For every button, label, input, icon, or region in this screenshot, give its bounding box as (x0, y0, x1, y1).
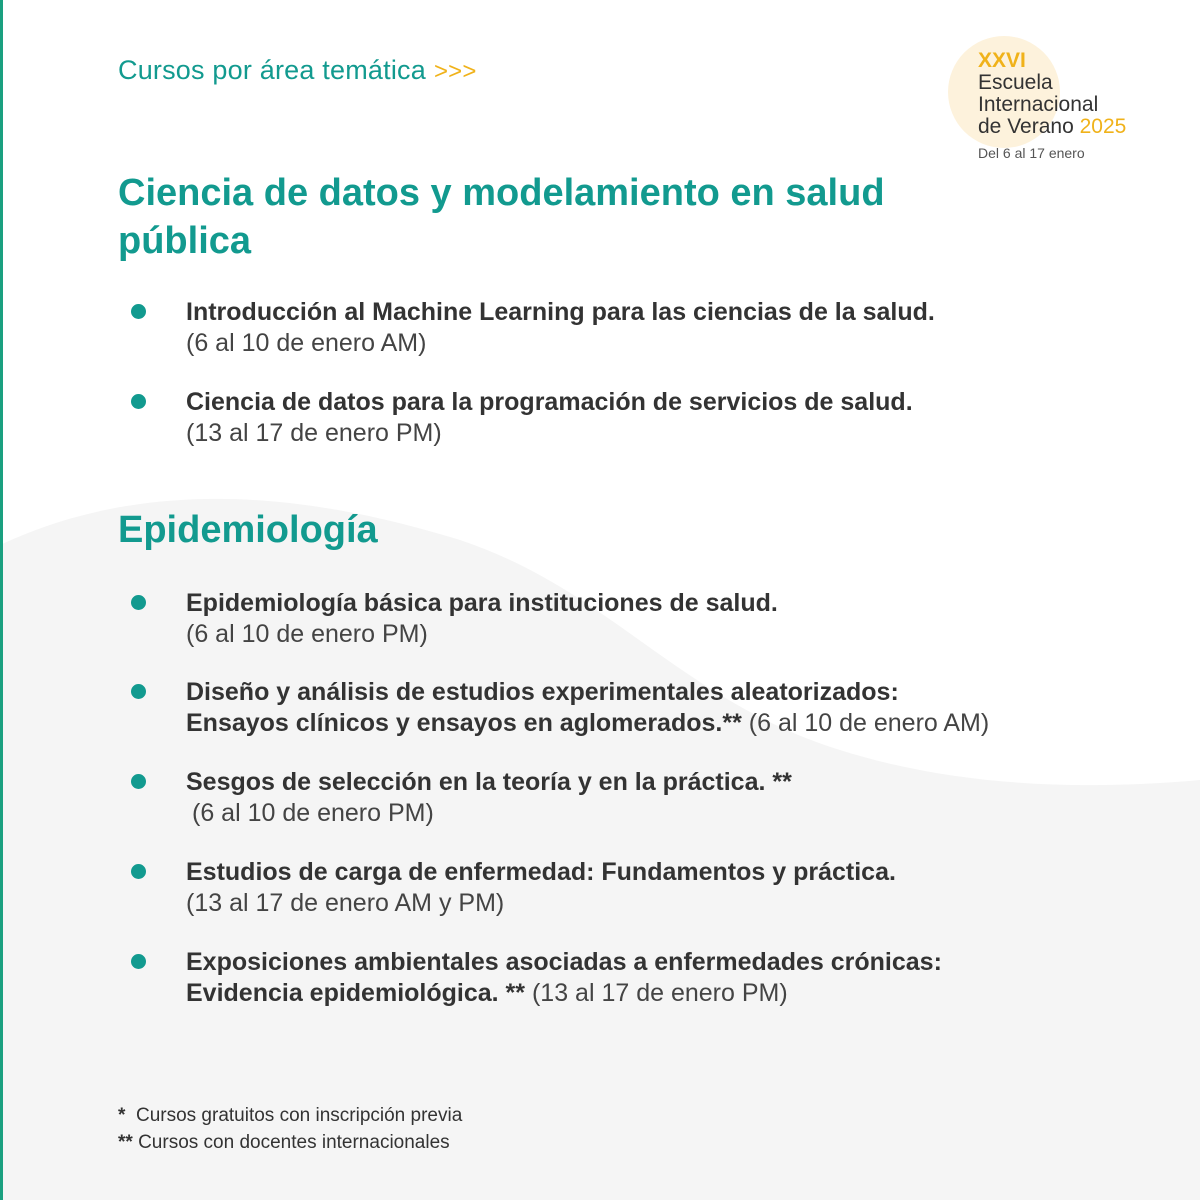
section-title-data-science: Ciencia de datos y modelamiento en salud pública (118, 172, 885, 262)
course-date: (13 al 17 de enero PM) (531, 979, 788, 1007)
breadcrumb[interactable] (118, 55, 477, 86)
course-text (186, 588, 1086, 650)
course-name-line-2: Evidencia epidemiológica. ** (186, 979, 526, 1007)
course-name-line-2: Ensayos clínicos y ensayos en aglomerados.** (186, 709, 742, 737)
badge-line-2: Internacional (978, 93, 1099, 116)
course-text (186, 387, 1086, 449)
course-text (186, 297, 1086, 359)
footnote-free-courses (118, 1102, 462, 1129)
footnote-mark: ** (118, 1132, 133, 1153)
footnote-mark: * (118, 1105, 126, 1126)
course-name: Epidemiología básica para instituciones de salud. (186, 589, 778, 617)
left-edge-stripe (0, 0, 3, 1200)
section-title-epidemiology: Epidemiología (118, 509, 378, 551)
bullet-icon (131, 304, 146, 319)
course-text (186, 857, 1086, 919)
bullet-icon (131, 954, 146, 969)
course-name: Ciencia de datos para la programación de servicios de salud. (186, 388, 913, 416)
footnotes (118, 1102, 462, 1156)
badge-year: 2025 (1079, 115, 1127, 138)
course-date: (6 al 10 de enero PM) (186, 620, 428, 648)
course-text (186, 767, 1086, 829)
badge-edition: XXVI (978, 49, 1026, 72)
badge-line-1: Escuela (978, 71, 1053, 94)
course-date: (13 al 17 de enero AM y PM) (186, 889, 505, 917)
course-name: Introducción al Machine Learning para las ciencias de la salud. (186, 298, 935, 326)
bullet-icon (131, 774, 146, 789)
course-text (186, 947, 1086, 1009)
breadcrumb-arrows-icon: >>> (433, 58, 477, 85)
bullet-icon (131, 864, 146, 879)
course-date: (6 al 10 de enero AM) (748, 709, 990, 737)
course-name: Sesgos de selección en la teoría y en la práctica. ** (186, 768, 792, 796)
badge-line-3 (978, 116, 1126, 138)
footnote-international (118, 1129, 462, 1156)
bullet-icon (131, 394, 146, 409)
course-date: (13 al 17 de enero PM) (186, 419, 442, 447)
course-date: (6 al 10 de enero PM) (192, 799, 434, 827)
bullet-icon (131, 684, 146, 699)
course-text (186, 677, 1086, 739)
course-name-line-1: Exposiciones ambientales asociadas a enfermedades crónicas: (186, 948, 942, 976)
badge-text (978, 50, 1126, 138)
course-name: Estudios de carga de enfermedad: Fundamentos y práctica. (186, 858, 896, 886)
badge-line-3-text: de Verano (978, 115, 1074, 138)
footnote-text: Cursos gratuitos con inscripción previa (135, 1105, 463, 1126)
badge-dates: Del 6 al 17 enero (978, 145, 1085, 161)
event-badge (948, 36, 1168, 166)
course-name-line-1: Diseño y análisis de estudios experimentales aleatorizados: (186, 678, 899, 706)
breadcrumb-label: Cursos por área temática (118, 55, 426, 85)
bullet-icon (131, 595, 146, 610)
footnote-text: Cursos con docentes internacionales (138, 1132, 450, 1153)
course-date: (6 al 10 de enero AM) (186, 329, 427, 357)
